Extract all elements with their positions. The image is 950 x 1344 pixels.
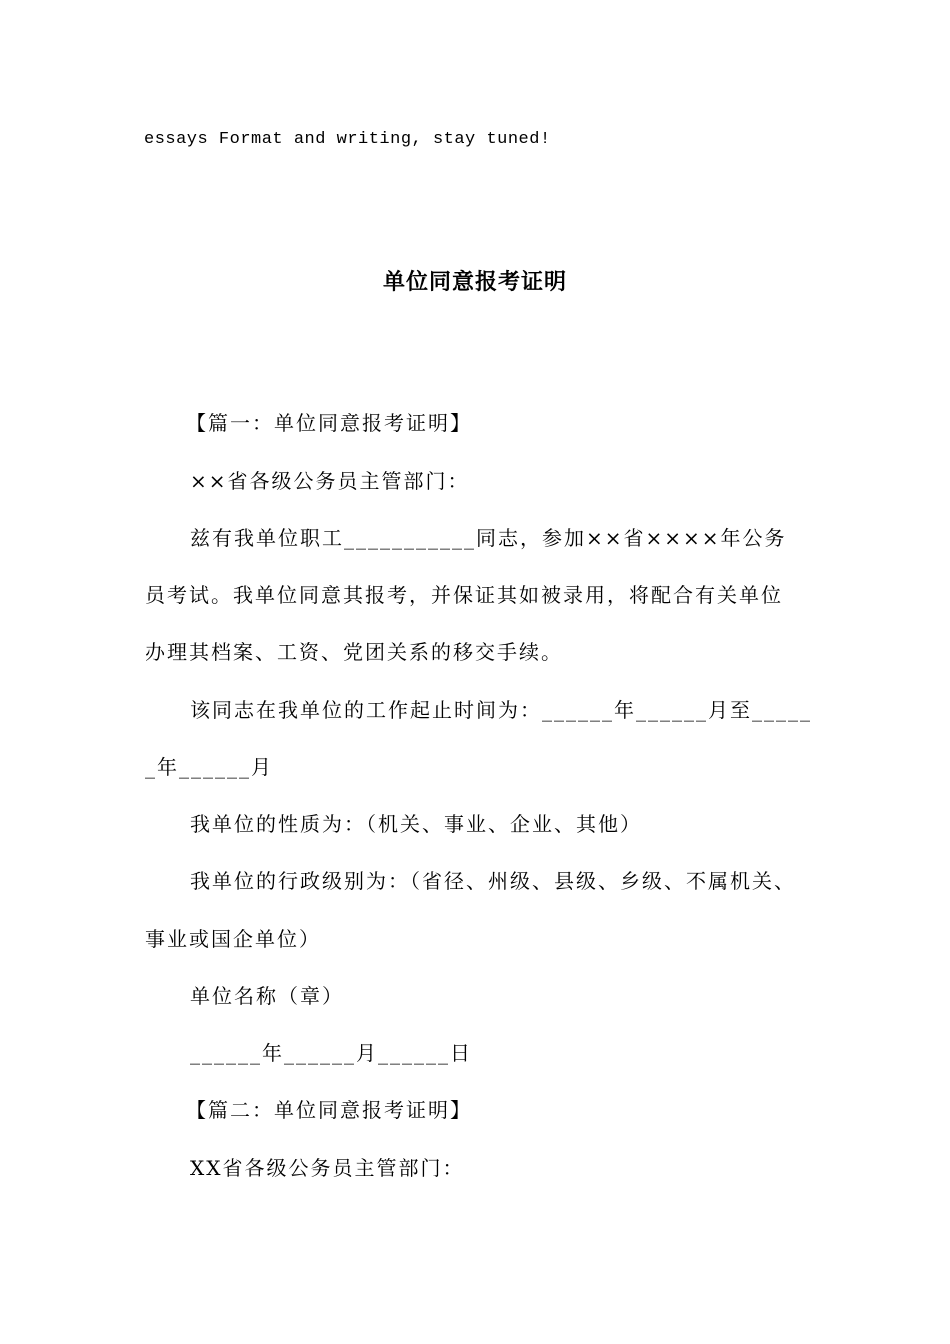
intro-text: essays Format and writing, stay tuned!: [144, 130, 551, 149]
section-heading-1: 【篇一：单位同意报考证明】: [186, 411, 472, 435]
paragraph-line: 我单位的性质为：（机关、事业、企业、其他）: [190, 812, 642, 836]
paragraph-line: 该同志在我单位的工作起止时间为：______年______月至_____: [190, 698, 812, 722]
paragraph-line: 我单位的行政级别为：（省径、州级、县级、乡级、不属机关、: [190, 869, 796, 893]
paragraph-line: 兹有我单位职工___________同志，参加××省××××年公务: [190, 526, 787, 550]
date-line: ______年______月______日: [190, 1041, 472, 1065]
paragraph-line: 员考试。我单位同意其报考，并保证其如被录用，将配合有关单位: [145, 583, 783, 607]
section-heading-2: 【篇二：单位同意报考证明】: [186, 1098, 472, 1122]
salutation-1: ××省各级公务员主管部门：: [190, 469, 470, 493]
paragraph-line: 事业或国企单位）: [145, 927, 321, 951]
signature-label: 单位名称（章）: [190, 984, 344, 1008]
salutation-2: XX省各级公务员主管部门：: [190, 1156, 465, 1180]
paragraph-line: _年______月: [145, 755, 273, 779]
paragraph-line: 办理其档案、工资、党团关系的移交手续。: [145, 640, 563, 664]
document-title: 单位同意报考证明: [382, 270, 567, 295]
